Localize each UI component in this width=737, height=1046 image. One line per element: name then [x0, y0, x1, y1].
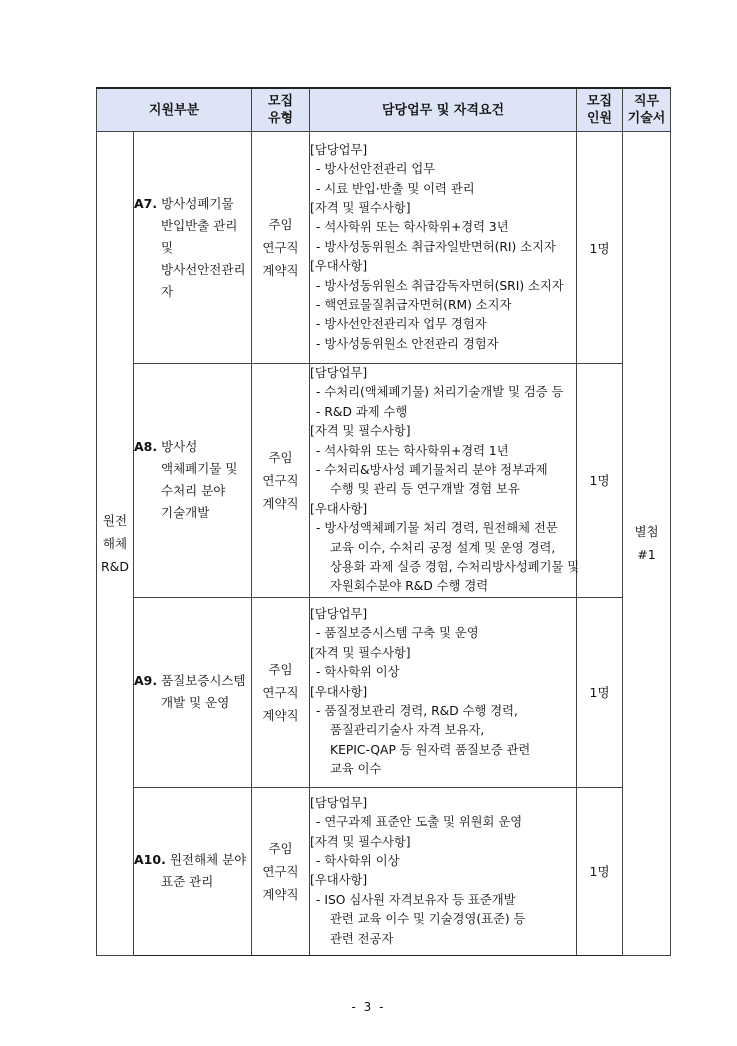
duty-cell: [담당업무] - 품질보증시스템 구축 및 운영 [자격 및 필수사항] - 학사학위 이상 [우대사항] - 품질정보관리 경력, R&D 수행 경력, 품질관리기술사 자격 보유자, KEPIC-QAP 등 원자력 품질보증 관련 교육 이수 [310, 597, 577, 787]
spec-cell: 별첨 #1 [623, 132, 671, 956]
count-cell: 1명 [577, 787, 623, 955]
header-duty: 담당업무 및 자격요건 [310, 88, 577, 132]
duty-cell: [담당업무] - 수처리(액체폐기물) 처리기술개발 및 검증 등 - R&D 과제 수행 [자격 및 필수사항] - 석사학위 또는 학사학위+경력 1년 - 수처리&방사성 폐기물처리 분야 정부과제 수행 및 관리 등 연구개발 경험 보유 [우대사항] - 방사성액체폐기물 처리 경력, 원전해체 전문 교육 이수, 수처리 공정 설계 및 운영 경력, 상용화 과제 실증 경험, 수처리방사성폐기물 및 자원회수분야 R&D 수행 경력 [310, 364, 577, 598]
duty-cell: [담당업무] - 방사선안전관리 업무 - 시료 반입·반출 및 이력 관리 [자격 및 필수사항] - 석사학위 또는 학사학위+경력 3년 - 방사성동위원소 취급자일반면허(RI) 소지자 [우대사항] - 방사성동위원소 취급감독자면허(SRI) 소지자 - 핵연료물질취급자면허(RM) 소지자 - 방사선안전관리자 업무 경험자 - 방사성동위원소 안전관리 경험자 [310, 132, 577, 364]
header-count: 모집 인원 [577, 88, 623, 132]
position-cell: A7. 방사성폐기물 반입반출 관리 및 방사선안전관리자 [134, 132, 252, 364]
position-cell: A9. 품질보증시스템 개발 및 운영 [134, 597, 252, 787]
duty-cell: [담당업무] - 연구과제 표준안 도출 및 위원회 운영 [자격 및 필수사항] - 학사학위 이상 [우대사항] - ISO 심사원 자격보유자 등 표준개발 관련 교육 이수 및 기술경영(표준) 등 관련 전공자 [310, 787, 577, 955]
position-cell: A10. 원전해체 분야 표준 관리 [134, 787, 252, 955]
type-cell: 주임 연구직 계약직 [252, 364, 310, 598]
table-header-row [97, 88, 671, 132]
type-cell: 주임 연구직 계약직 [252, 132, 310, 364]
page-number: - 3 - [351, 1000, 386, 1014]
table-row [97, 132, 671, 364]
position-cell: A8. 방사성 액체폐기물 및 수처리 분야 기술개발 [134, 364, 252, 598]
header-type: 모집 유형 [252, 88, 310, 132]
type-cell: 주임 연구직 계약직 [252, 787, 310, 955]
table-row [97, 364, 671, 598]
header-spec: 직무 기술서 [623, 88, 671, 132]
table-row [97, 597, 671, 787]
header-dept: 지원부분 [97, 88, 252, 132]
recruitment-table [96, 87, 671, 956]
type-cell: 주임 연구직 계약직 [252, 597, 310, 787]
count-cell: 1명 [577, 364, 623, 598]
count-cell: 1명 [577, 132, 623, 364]
table-row [97, 787, 671, 955]
department-cell: 원전 해체 R&D [97, 132, 134, 956]
count-cell: 1명 [577, 597, 623, 787]
